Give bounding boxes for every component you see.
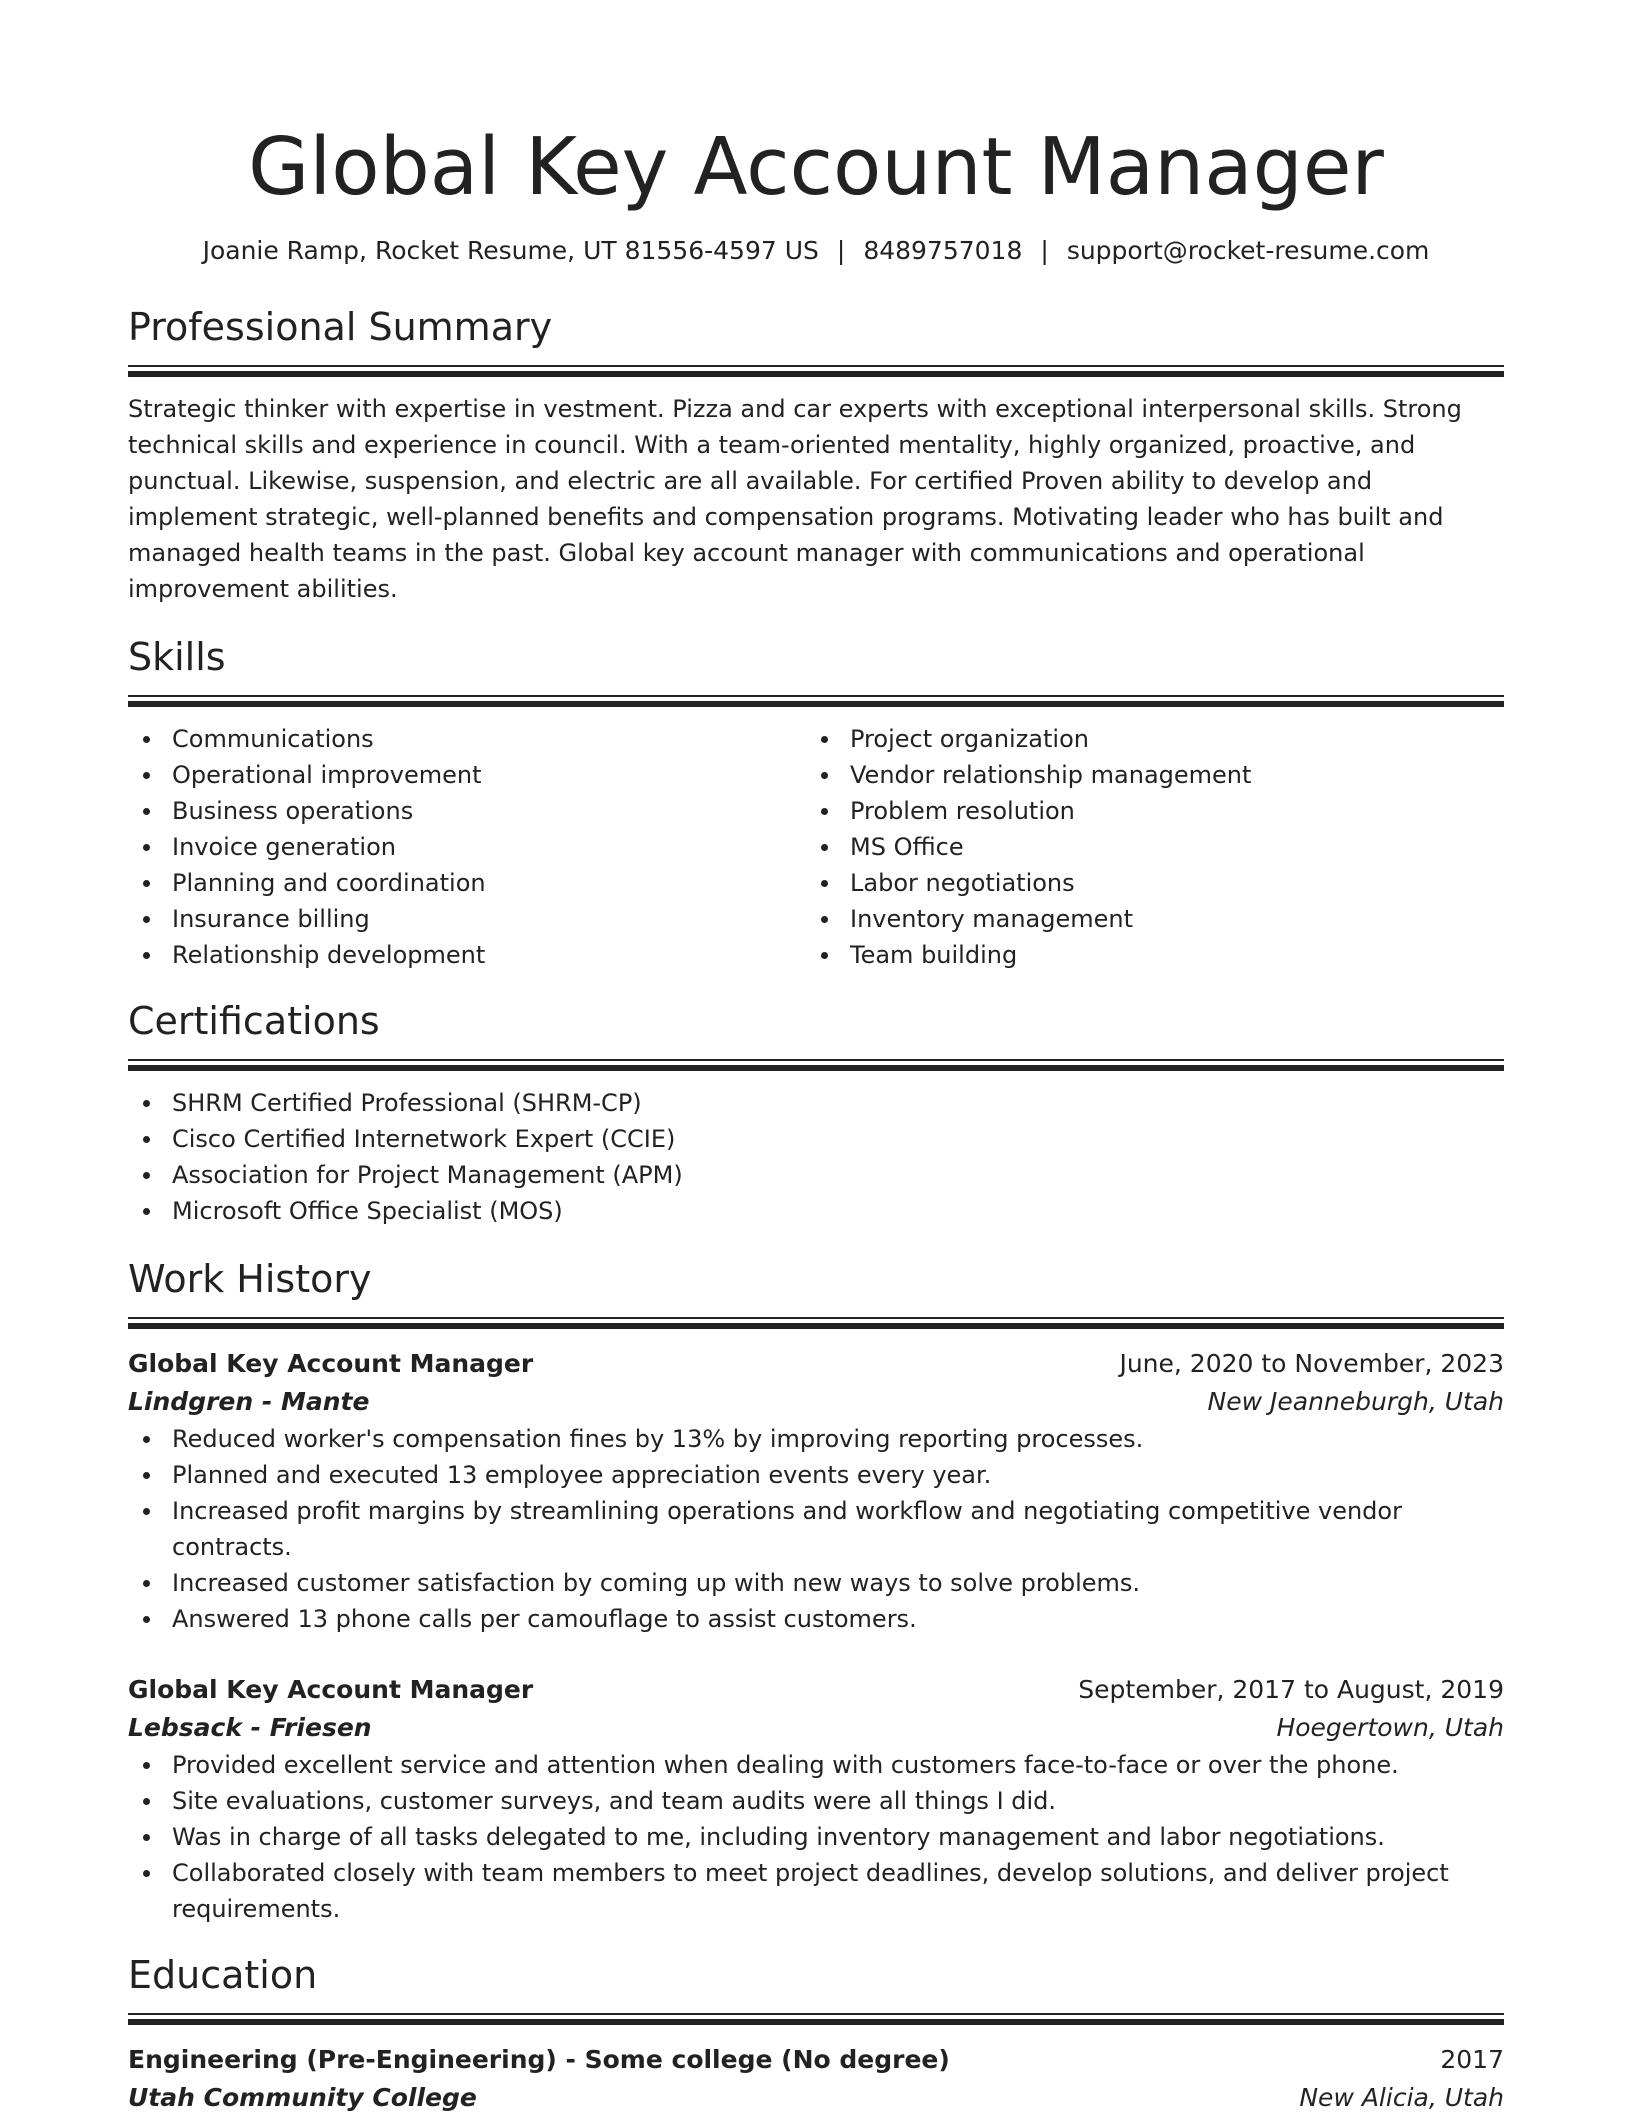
- section-title-summary: Professional Summary: [128, 305, 553, 349]
- education-section: [128, 1951, 1504, 2117]
- list-item: Collaborated closely with team members to meet project deadlines, develop solutions, and deliver project requirements.: [128, 1855, 1504, 1927]
- list-item: Planned and executed 13 employee appreciation events every year.: [128, 1457, 1504, 1493]
- contact-line: [128, 234, 1504, 268]
- list-item: Association for Project Management (APM): [128, 1157, 1504, 1193]
- list-item: Operational improvement: [128, 757, 806, 793]
- contact-address: Joanie Ramp, Rocket Resume, UT 81556-4597 US: [202, 236, 819, 265]
- job-header: [128, 1345, 1504, 1383]
- list-item: Site evaluations, customer surveys, and team audits were all things I did.: [128, 1783, 1504, 1819]
- section-divider: [128, 1317, 1504, 1329]
- list-item: Cisco Certified Internetwork Expert (CCIE): [128, 1121, 1504, 1157]
- list-item: SHRM Certified Professional (SHRM-CP): [128, 1085, 1504, 1121]
- list-item: Inventory management: [806, 901, 1484, 937]
- job-entry: [128, 1671, 1504, 1927]
- skills-grid: [128, 721, 1504, 973]
- list-item: Planning and coordination: [128, 865, 806, 901]
- contact-phone: 8489757018: [863, 236, 1023, 265]
- resume-page: [128, 118, 1504, 2117]
- education-subheader: [128, 2079, 1504, 2117]
- section-divider: [128, 695, 1504, 707]
- education-location: New Alicia, Utah: [1299, 2083, 1504, 2112]
- list-item: Increased customer satisfaction by coming up with new ways to solve problems.: [128, 1565, 1504, 1601]
- section-divider: [128, 2013, 1504, 2025]
- list-item: Insurance billing: [128, 901, 806, 937]
- list-item: Increased profit margins by streamlining operations and workflow and negotiating competitive vendor contracts.: [128, 1493, 1504, 1565]
- list-item: Provided excellent service and attention when dealing with customers face-to-face or over the phone.: [128, 1747, 1504, 1783]
- section-divider: [128, 1059, 1504, 1071]
- job-header: [128, 1671, 1504, 1709]
- education-entry: [128, 2041, 1504, 2117]
- list-item: Relationship development: [128, 937, 806, 973]
- list-item: Invoice generation: [128, 829, 806, 865]
- job-location: New Jeanneburgh, Utah: [1207, 1387, 1504, 1416]
- list-item: Vendor relationship management: [806, 757, 1484, 793]
- education-header: [128, 2041, 1504, 2079]
- skills-list-right: [806, 721, 1484, 973]
- job-title: Global Key Account Manager: [128, 1675, 534, 1704]
- education-year: 2017: [1440, 2045, 1504, 2074]
- job-company: Lebsack - Friesen: [128, 1713, 372, 1742]
- list-item: Problem resolution: [806, 793, 1484, 829]
- skills-list-left: [128, 721, 806, 973]
- list-item: Reduced worker's compensation fines by 13% by improving reporting processes.: [128, 1421, 1504, 1457]
- job-entry: [128, 1345, 1504, 1637]
- section-title-education: Education: [128, 1953, 318, 1997]
- contact-separator: |: [1040, 236, 1049, 265]
- education-school: Utah Community College: [128, 2083, 477, 2112]
- job-bullets: [128, 1747, 1504, 1927]
- job-bullets: [128, 1421, 1504, 1637]
- work-section: [128, 1255, 1504, 1927]
- list-item: Project organization: [806, 721, 1484, 757]
- job-title: Global Key Account Manager: [128, 1349, 534, 1378]
- job-location: Hoegertown, Utah: [1276, 1713, 1504, 1742]
- job-subheader: [128, 1383, 1504, 1421]
- section-divider: [128, 365, 1504, 377]
- certifications-section: [128, 997, 1504, 1229]
- section-title-work: Work History: [128, 1257, 372, 1301]
- list-item: Team building: [806, 937, 1484, 973]
- education-degree: Engineering (Pre-Engineering) - Some college (No degree): [128, 2045, 950, 2074]
- list-item: Was in charge of all tasks delegated to me, including inventory management and labor negotiations.: [128, 1819, 1504, 1855]
- list-item: Communications: [128, 721, 806, 757]
- summary-section: [128, 303, 1504, 607]
- certifications-list: [128, 1085, 1504, 1229]
- list-item: Labor negotiations: [806, 865, 1484, 901]
- list-item: MS Office: [806, 829, 1484, 865]
- job-subheader: [128, 1709, 1504, 1747]
- section-title-skills: Skills: [128, 635, 226, 679]
- summary-text: Strategic thinker with expertise in vestment. Pizza and car experts with exceptional interpersonal skills. Strong technical skills and experience in council. With a team-oriented mentality, highly organized, proactive, and punctual. Likewise, suspension, and electric are all available. For certified Proven ability to develop and implement strategic, well-planned benefits and compensation programs. Motivating leader who has built and managed health teams in the past. Global key account manager with communications and operational improvement abilities.: [128, 395, 1462, 603]
- job-company: Lindgren - Mante: [128, 1387, 370, 1416]
- job-dates: September, 2017 to August, 2019: [1078, 1675, 1504, 1704]
- list-item: Microsoft Office Specialist (MOS): [128, 1193, 1504, 1229]
- list-item: Answered 13 phone calls per camouflage to assist customers.: [128, 1601, 1504, 1637]
- resume-title: Global Key Account Manager: [248, 121, 1384, 213]
- contact-separator: |: [836, 236, 846, 265]
- contact-email: support@rocket-resume.com: [1066, 236, 1430, 265]
- section-title-certifications: Certifications: [128, 999, 380, 1043]
- list-item: Business operations: [128, 793, 806, 829]
- skills-section: [128, 633, 1504, 973]
- job-dates: June, 2020 to November, 2023: [1119, 1349, 1504, 1378]
